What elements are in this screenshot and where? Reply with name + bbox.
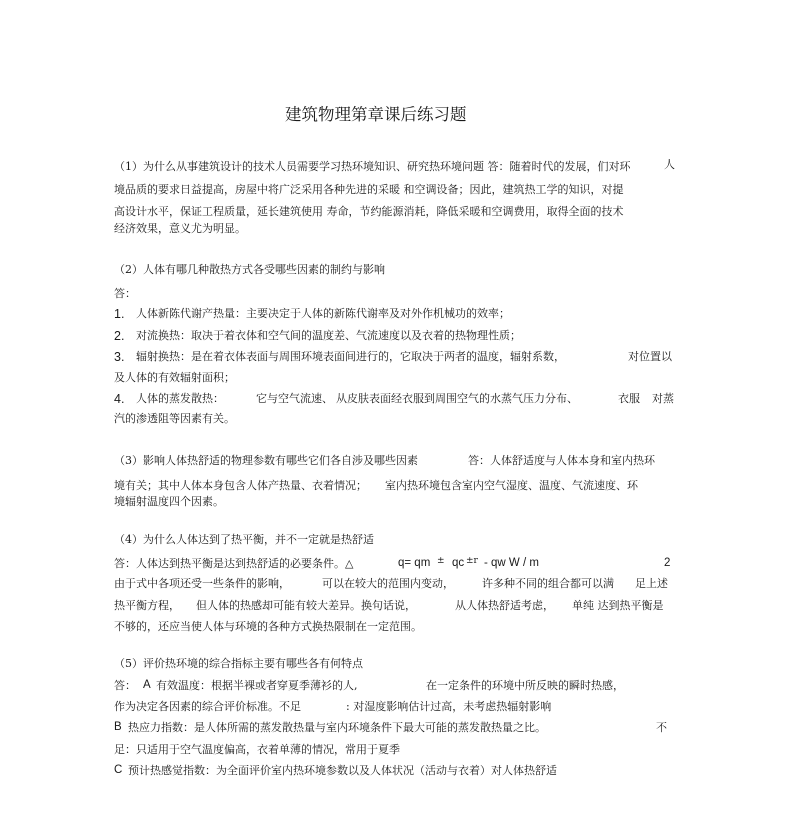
q4-formula-pm2: ±r bbox=[466, 556, 478, 566]
q1-char-ren: 人 bbox=[664, 158, 675, 171]
q2-item4-text-c: 从皮肤表面经衣服到周围空气的水蒸气压力分布、 bbox=[336, 392, 578, 405]
q5-line-1-letter-a: A bbox=[143, 679, 151, 691]
q5-line-4: 足：只适用于空气温度偏高，衣着单薄的情况，常用于夏季 bbox=[114, 743, 400, 756]
q3-line-2b: 室内热环境包含室内空气湿度、温度、气流速度、环 bbox=[385, 479, 638, 492]
q4-formula-tail: - qw W / m bbox=[484, 557, 539, 569]
q4-question: （4）为什么人体达到了热平衡，并不一定就是热舒适 bbox=[114, 533, 374, 546]
q2-item4-text-a: 人体的蒸发散热： bbox=[136, 392, 224, 405]
q5-line-5-text: 预计热感觉指数：为全面评价室内热环境参数以及人体状况（活动与衣着）对人体热舒适 bbox=[128, 764, 557, 777]
q5-line-3-tail: 不 bbox=[656, 721, 667, 734]
q4-line-3b: 但人体的热感却可能有较大差异。换句话说， bbox=[196, 599, 416, 612]
q2-item3-continuation: 及人体的有效辐射面积； bbox=[114, 371, 235, 384]
q4-line-2d: 足上述 bbox=[635, 577, 668, 590]
q4-line-4: 不够的，还应当使人体与环境的各种方式换热限制在一定范围。 bbox=[114, 620, 422, 633]
q4-line-2c: 许多种不同的组合都可以满 bbox=[482, 577, 614, 590]
q1-line-4: 经济效果，意义尤为明显。 bbox=[114, 222, 246, 235]
q2-item4-text-e: 对蒸 bbox=[652, 392, 674, 405]
q1-line-1: （1）为什么从事建筑设计的技术人员需要学习热环境知识、研究热环境问题 答：随着时代的发展，们对环 bbox=[114, 160, 631, 173]
q3-line-3: 境辐射温度四个因素。 bbox=[114, 495, 224, 508]
q2-item4-continuation: 汽的渗透阻等因素有关。 bbox=[114, 412, 235, 425]
q4-superscript: 2 bbox=[664, 557, 671, 569]
q3-line-2a: 境有关；其中人体本身包含人体产热量、衣着情况； bbox=[114, 479, 367, 492]
q5-line-5-letter-c: C bbox=[114, 764, 123, 776]
q4-formula-pm1: ± bbox=[437, 556, 445, 566]
q2-item1-text: 人体新陈代谢产热量：主要决定于人体的新陈代谢率及对外作机械功的效率； bbox=[136, 307, 510, 320]
q4-formula-q: q= qm bbox=[398, 557, 431, 569]
q4-line-3a: 热平衡方程， bbox=[114, 599, 180, 612]
q2-question: （2）人体有哪几种散热方式各受哪些因素的制约与影响 bbox=[114, 263, 385, 276]
q3-line-1a: （3）影响人体热舒适的物理参数有哪些它们各自涉及哪些因素 bbox=[114, 454, 418, 467]
q2-item3-number: 3. bbox=[114, 350, 125, 364]
q2-item2-text: 对流换热：取决于着衣体和空气间的温度差、气流速度以及衣着的热物理性质； bbox=[136, 329, 521, 342]
q2-item3-tail: 对位置以 bbox=[628, 350, 672, 363]
document-title: 建筑物理第章课后练习题 bbox=[285, 105, 467, 124]
q2-item3-text: 辐射换热：是在着衣体表面与周围环境表面间进行的，它取决于两者的温度，辐射系数， bbox=[136, 350, 565, 363]
q4-formula-qc: qc bbox=[452, 557, 465, 569]
q5-line-2b: : 对湿度影响估计过高，未考虑热辐射影响 bbox=[346, 700, 552, 713]
q5-line-1-answer: 答： bbox=[114, 679, 136, 692]
q2-item1-number: 1. bbox=[114, 307, 125, 321]
q5-line-1-tail: 在一定条件的环境中所反映的瞬时热感， bbox=[426, 679, 624, 692]
q1-line-2: 境品质的要求日益提高，房屋中将广泛采用各种先进的采暖 和空调设备；因此，建筑热工学的知识，对提 bbox=[114, 183, 624, 196]
q2-item2-number: 2. bbox=[114, 329, 125, 343]
q4-line-2a: 由于式中各项还受一些条件的影响， bbox=[114, 577, 290, 590]
q4-line-3d: 单纯 达到热平衡是 bbox=[572, 599, 664, 612]
q4-line-3c: 从人体热舒适考虑， bbox=[455, 599, 554, 612]
q2-item4-number: 4. bbox=[114, 392, 125, 406]
q5-line-3-text: 热应力指数：是人体所需的蒸发散热量与室内环境条件下最大可能的蒸发散热量之比。 bbox=[128, 721, 546, 734]
q5-line-1-text: 有效温度：根据半裸或者穿夏季薄衫的人, bbox=[156, 679, 358, 692]
q3-line-1b: 答：人体舒适度与人体本身和室内热环 bbox=[468, 454, 655, 467]
q5-line-2a: 作为决定各因素的综合评价标准。不足 bbox=[114, 700, 301, 713]
q5-question: （5）评价热环境的综合指标主要有哪些各有何特点 bbox=[114, 657, 363, 670]
q4-line-1a: 答：人体达到热平衡是达到热舒适的必要条件。△ bbox=[114, 557, 354, 570]
q2-item4-text-b: 它与空气流速、 bbox=[256, 392, 333, 405]
q2-answer-label: 答： bbox=[114, 287, 136, 300]
q1-line-3: 高设计水平，保证工程质量，延长建筑使用 寿命，节约能源消耗，降低采暖和空调费用，取得全面的技术 bbox=[114, 205, 624, 218]
q5-line-3-letter-b: B bbox=[114, 721, 122, 733]
q2-item4-text-d: 衣服 bbox=[618, 392, 640, 405]
q4-line-2b: 可以在较大的范围内变动， bbox=[322, 577, 454, 590]
